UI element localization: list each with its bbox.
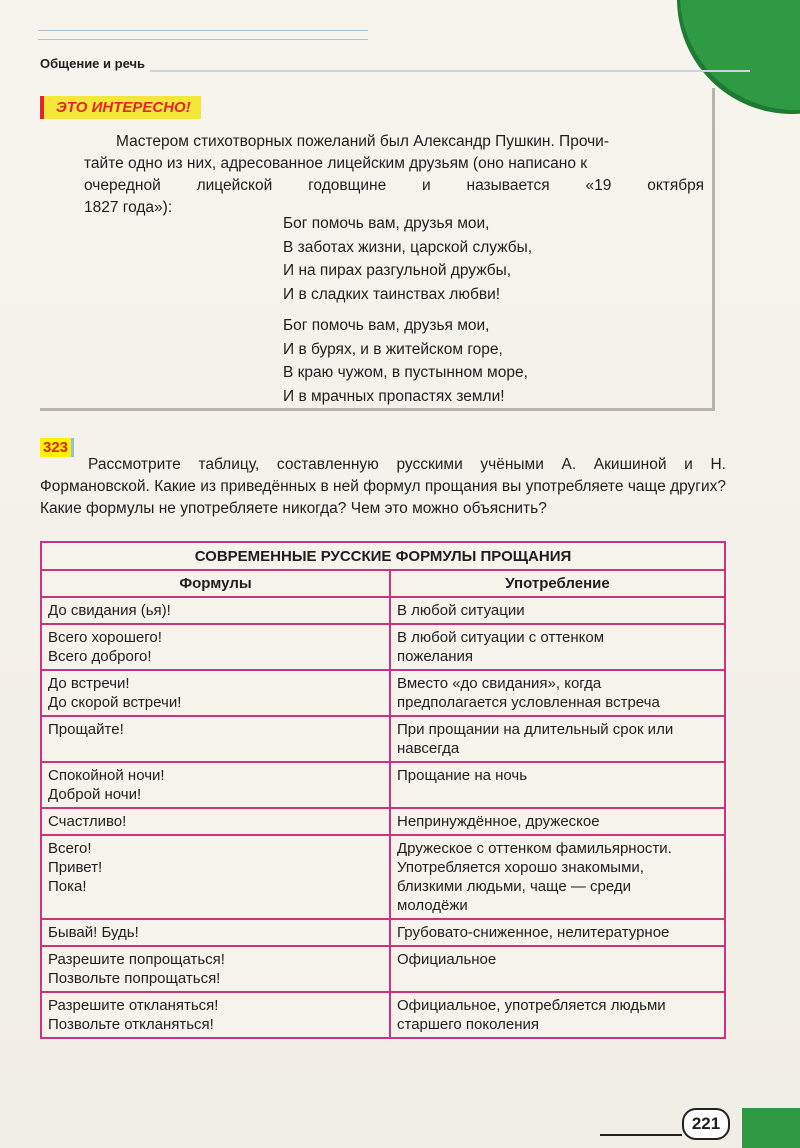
table-row xyxy=(41,597,725,624)
poem-stanza-2 xyxy=(283,314,583,408)
table-row xyxy=(41,808,725,835)
section-rule xyxy=(150,70,750,72)
page-number: 221 xyxy=(682,1108,730,1140)
formula-line: Прощайте! xyxy=(48,721,124,738)
table-row xyxy=(41,762,725,808)
usage-cell xyxy=(390,919,725,946)
usage-line: Вместо «до свидания», когда xyxy=(397,675,602,692)
table-title: СОВРЕМЕННЫЕ РУССКИЕ ФОРМУЛЫ ПРОЩАНИЯ xyxy=(41,542,725,570)
table-title-row xyxy=(41,542,725,570)
table-row xyxy=(41,716,725,762)
usage-line: навсегда xyxy=(397,740,460,757)
section-title: Общение и речь xyxy=(40,56,146,71)
table-row xyxy=(41,946,725,992)
usage-line: молодёжи xyxy=(397,897,468,914)
formula-cell xyxy=(41,716,390,762)
formula-line: Позвольте откланяться! xyxy=(48,1016,214,1033)
poem-line: И на пирах разгульной дружбы, xyxy=(283,262,512,279)
intro-line: тайте одно из них, адресованное лицейским друзьям (оно написано к xyxy=(84,155,588,172)
formula-cell xyxy=(41,946,390,992)
usage-line: Употребляется хорошо знакомыми, xyxy=(397,859,644,876)
intro-line: Мастером стихотворных пожеланий был Александр Пушкин. Прочи- xyxy=(116,133,609,150)
formula-line: До скорой встречи! xyxy=(48,694,182,711)
poem-line: Бог помочь вам, друзья мои, xyxy=(283,215,490,232)
table-body xyxy=(41,597,725,1038)
usage-line: Официальное xyxy=(397,951,497,968)
usage-line: старшего поколения xyxy=(397,1016,540,1033)
poem-line: И в бурях, и в житейском горе, xyxy=(283,340,503,358)
table-row xyxy=(41,992,725,1038)
table-row xyxy=(41,835,725,919)
usage-cell xyxy=(390,808,725,835)
usage-line: Непринуждённое, дружеское xyxy=(397,813,600,830)
usage-line: В любой ситуации xyxy=(397,602,525,619)
formula-line: Бывай! Будь! xyxy=(48,924,139,941)
table-row xyxy=(41,670,725,716)
formula-cell xyxy=(41,670,390,716)
table-header-row xyxy=(41,570,725,597)
usage-cell xyxy=(390,624,725,670)
usage-cell xyxy=(390,762,725,808)
formula-line: Пока! xyxy=(48,878,87,895)
formula-line: Позвольте попрощаться! xyxy=(48,970,221,987)
page-edge-tab xyxy=(742,1108,800,1148)
formula-cell xyxy=(41,919,390,946)
formula-cell xyxy=(41,992,390,1038)
formula-line: Спокойной ночи! xyxy=(48,767,165,784)
usage-line: предполагается условленная встреча xyxy=(397,694,660,711)
column-header-usage: Употребление xyxy=(390,570,725,597)
formula-line: Всего хорошего! xyxy=(48,629,162,646)
usage-line: При прощании на длительный срок или xyxy=(397,721,674,738)
poem-stanza-1 xyxy=(283,212,583,306)
poem-line: Бог помочь вам, друзья мои, xyxy=(283,317,490,334)
task-number: 323 xyxy=(40,438,74,457)
intro-line: 1827 года»): xyxy=(84,199,173,216)
usage-cell xyxy=(390,946,725,992)
formula-cell xyxy=(41,762,390,808)
usage-cell xyxy=(390,992,725,1038)
usage-line: Дружеское с оттенком фамильярности. xyxy=(397,840,672,857)
formula-cell xyxy=(41,835,390,919)
usage-line: Официальное, употребляется людьми xyxy=(397,997,666,1014)
usage-cell xyxy=(390,835,725,919)
formula-line: До встречи! xyxy=(48,675,130,692)
poem-line: И в сладких таинствах любви! xyxy=(283,285,501,303)
interest-badge: ЭТО ИНТЕРЕСНО! xyxy=(40,96,201,119)
usage-line: Грубовато-сниженное, нелитературное xyxy=(397,924,670,941)
formula-line: Привет! xyxy=(48,859,103,876)
intro-line: очередной лицейской годовщине и называется «19 октября xyxy=(84,177,704,194)
formula-line: Разрешите откланяться! xyxy=(48,997,219,1014)
formula-line: Счастливо! xyxy=(48,813,127,830)
formula-line: Доброй ночи! xyxy=(48,786,142,803)
poem-line: В заботах жизни, царской службы, xyxy=(283,238,533,256)
usage-line: Прощание на ночь xyxy=(397,767,528,784)
formula-cell xyxy=(41,624,390,670)
interest-intro xyxy=(84,131,704,219)
usage-line: В любой ситуации с оттенком xyxy=(397,629,605,646)
column-header-formulas: Формулы xyxy=(41,570,390,597)
formula-line: Разрешите попрощаться! xyxy=(48,951,225,968)
formula-line: Всего доброго! xyxy=(48,648,152,665)
usage-line: близкими людьми, чаще — среди xyxy=(397,878,631,895)
usage-cell xyxy=(390,597,725,624)
usage-cell xyxy=(390,716,725,762)
usage-cell xyxy=(390,670,725,716)
table-row xyxy=(41,624,725,670)
farewell-formulas-table xyxy=(40,541,726,1039)
formula-cell xyxy=(41,597,390,624)
task-text xyxy=(40,454,726,520)
formula-line: Всего! xyxy=(48,840,92,857)
formula-line: До свидания (ья)! xyxy=(48,602,171,619)
task-paragraph: Рассмотрите таблицу, составленную русскими учёными А. Акишиной и Н. Формановской. Какие из приведённых в ней формул прощания вы употребляете чаще других? Какие формулы не употребляете никогда? Чем это можно объяснить? xyxy=(40,456,726,517)
formula-cell xyxy=(41,808,390,835)
header-lines xyxy=(38,30,368,48)
page-number-rule xyxy=(600,1134,682,1136)
usage-line: пожелания xyxy=(397,648,474,665)
table-row xyxy=(41,919,725,946)
poem-line: И в мрачных пропастях земли! xyxy=(283,387,505,405)
poem-line: В краю чужом, в пустынном море, xyxy=(283,364,528,381)
